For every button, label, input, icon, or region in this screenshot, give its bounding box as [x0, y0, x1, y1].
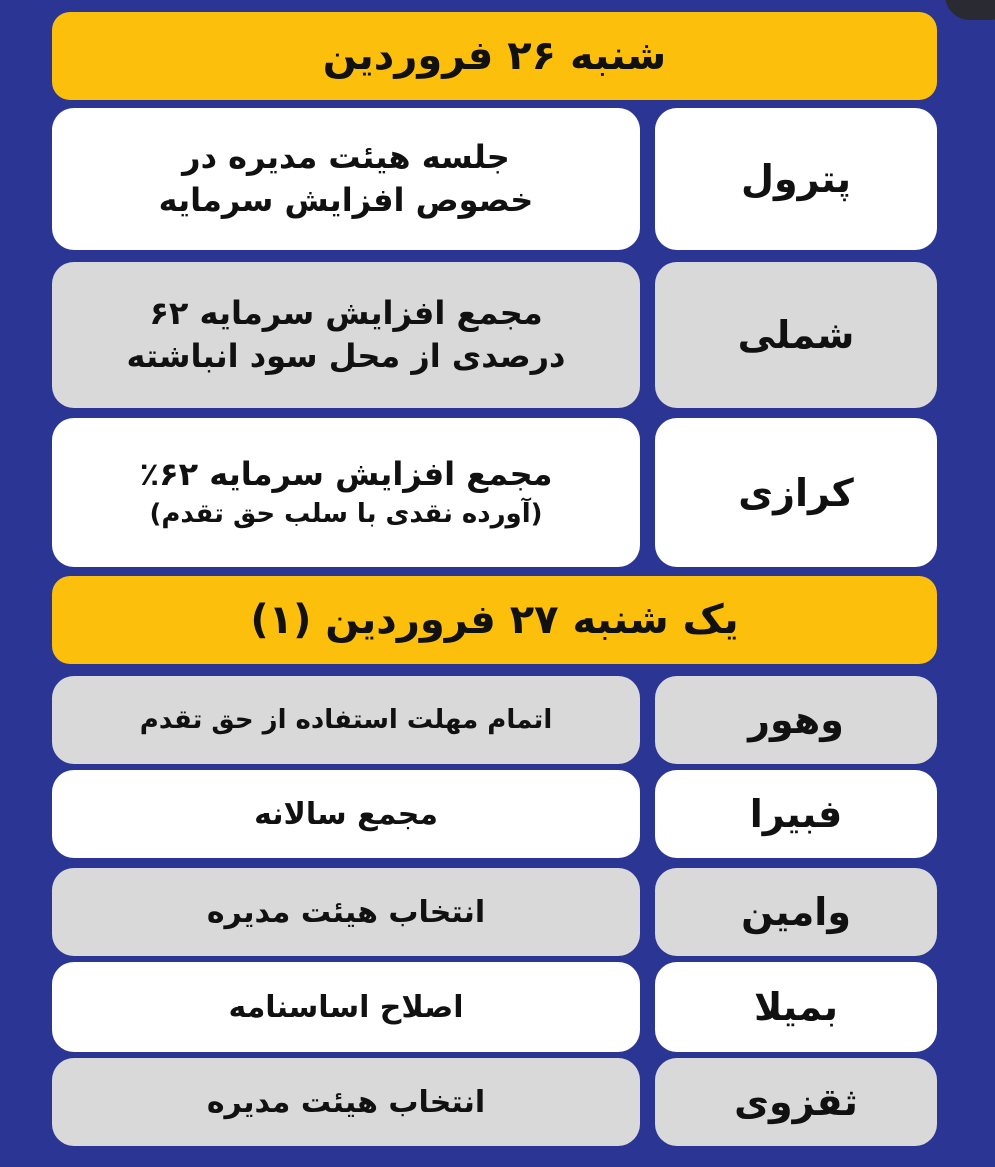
stock-symbol: وامین	[655, 868, 937, 956]
description-line: درصدی از محل سود انباشته	[126, 337, 566, 375]
event-description: مجمع سالانه	[52, 770, 640, 858]
event-description: انتخاب هیئت مدیره	[52, 1058, 640, 1146]
stock-symbol: وهور	[655, 676, 937, 764]
description-line: جلسه هیئت مدیره در	[182, 137, 510, 176]
stock-symbol: شملی	[655, 262, 937, 408]
description-line: مجمع افزایش سرمایه ۶۲٪	[139, 455, 553, 494]
section-header-day-27: یک شنبه ۲۷ فروردین (۱)	[52, 576, 937, 664]
event-description: اتمام مهلت استفاده از حق تقدم	[52, 676, 640, 764]
event-description	[52, 108, 640, 250]
event-description	[52, 262, 640, 408]
stock-symbol: فبیرا	[655, 770, 937, 858]
description-line: (آورده نقدی با سلب حق تقدم)	[149, 498, 543, 529]
description-line: خصوص افزایش سرمایه	[158, 181, 534, 219]
description-line: مجمع افزایش سرمایه ۶۲	[149, 293, 543, 332]
event-description: انتخاب هیئت مدیره	[52, 868, 640, 956]
event-description: اصلاح اساسنامه	[52, 962, 640, 1052]
stock-symbol: کرازی	[655, 418, 937, 567]
corner-overlay	[945, 0, 995, 20]
event-description	[52, 418, 640, 567]
section-header-day-26: شنبه ۲۶ فروردین	[52, 12, 937, 100]
stock-symbol: پترول	[655, 108, 937, 250]
stock-symbol: ثقزوی	[655, 1058, 937, 1146]
stock-symbol: بمیلا	[655, 962, 937, 1052]
